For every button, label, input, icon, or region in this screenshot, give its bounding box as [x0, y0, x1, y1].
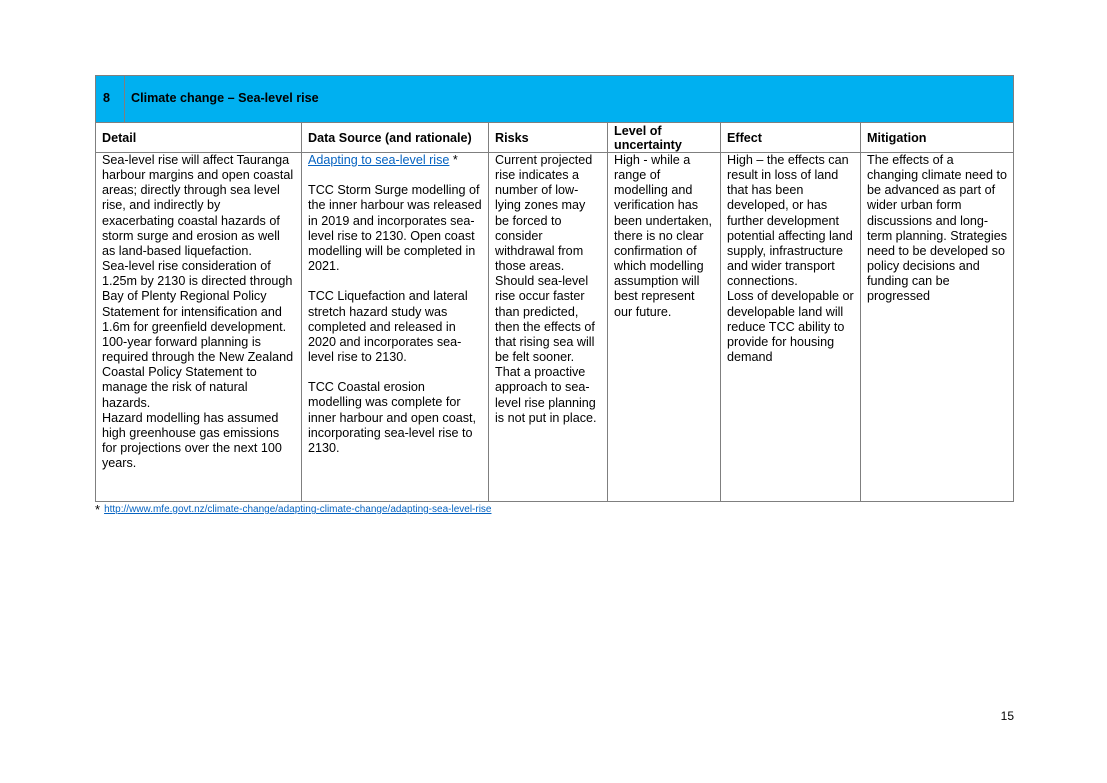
section-header-row — [96, 76, 1014, 123]
footnote-marker: * — [95, 502, 101, 517]
detail-cell — [96, 153, 302, 502]
page-number: 15 — [1000, 709, 1014, 723]
adapting-sea-level-rise-link[interactable]: Adapting to sea-level rise — [308, 153, 450, 167]
data-source-paragraph: TCC Liquefaction and lateral stretch hazard study was completed and released in 2020 and incorporates sea-level rise to 2130. — [308, 289, 468, 364]
section-title: Climate change – Sea-level rise — [125, 76, 1014, 123]
footnote-link[interactable]: http://www.mfe.govt.nz/climate-change/adapting-climate-change/adapting-sea-level-rise — [104, 504, 492, 515]
footnote-marker: * — [449, 153, 458, 167]
detail-paragraph: Sea-level rise consideration of 1.25m by 2130 is directed through Bay of Plenty Regional Policy Statement for intensification and 1.6m for greenfield development. — [102, 259, 293, 334]
header-detail: Detail — [96, 123, 302, 153]
section-number: 8 — [96, 76, 125, 123]
effect-cell — [721, 153, 861, 502]
detail-paragraph: Hazard modelling has assumed high greenhouse gas emissions for projections over the next 100 years. — [102, 410, 282, 471]
uncertainty-cell: High - while a range of modelling and verification has been undertaken, there is no clear confirmation of which modelling assumption will best represent our future. — [608, 153, 721, 502]
risks-cell: Current projected rise indicates a number of low-lying zones may be forced to consider withdrawal from those areas. Should sea-level rise occur faster than predicted, then the effects of that rising sea will be felt sooner. That a proactive approach to sea-level rise planning is not put in place. — [489, 153, 608, 502]
footnote — [95, 503, 491, 517]
effect-paragraph: High – the effects can result in loss of land that has been developed, or has further development potential affecting land supply, infrastructure and wider transport connections. — [727, 153, 853, 289]
header-mitigation: Mitigation — [861, 123, 1014, 153]
data-source-paragraph: TCC Storm Surge modelling of the inner harbour was released in 2019 and incorporates sea-level rise to 2130. Open coast modelling will be completed in 2021. — [308, 183, 482, 274]
effect-paragraph: Loss of developable or developable land will reduce TCC ability to provide for housing demand — [727, 289, 854, 365]
detail-paragraph: Sea-level rise will affect Tauranga harbour margins and open coastal areas; directly through sea level rise, and indirectly by exacerbating coastal hazards of storm surge and erosion as well as land-based liquefaction. — [102, 153, 294, 258]
header-risks: Risks — [489, 123, 608, 153]
table-row — [96, 153, 1014, 502]
detail-paragraph: 100-year forward planning is required through the New Zealand Coastal Policy Statement to manage the risk of natural hazards. — [102, 334, 294, 410]
header-uncertainty: Level of uncertainty — [608, 123, 721, 153]
data-source-cell — [302, 153, 489, 502]
mitigation-cell: The effects of a changing climate need to be advanced as part of wider urban form discussions and long-term planning. Strategies need to be developed so policy decisions and funding can be progressed — [861, 153, 1014, 502]
header-data-source: Data Source (and rationale) — [302, 123, 489, 153]
header-effect: Effect — [721, 123, 861, 153]
column-header-row — [96, 123, 1014, 153]
risk-table — [95, 75, 1014, 502]
data-source-paragraph: TCC Coastal erosion modelling was complete for inner harbour and open coast, incorporating sea-level rise to 2130. — [308, 380, 477, 455]
